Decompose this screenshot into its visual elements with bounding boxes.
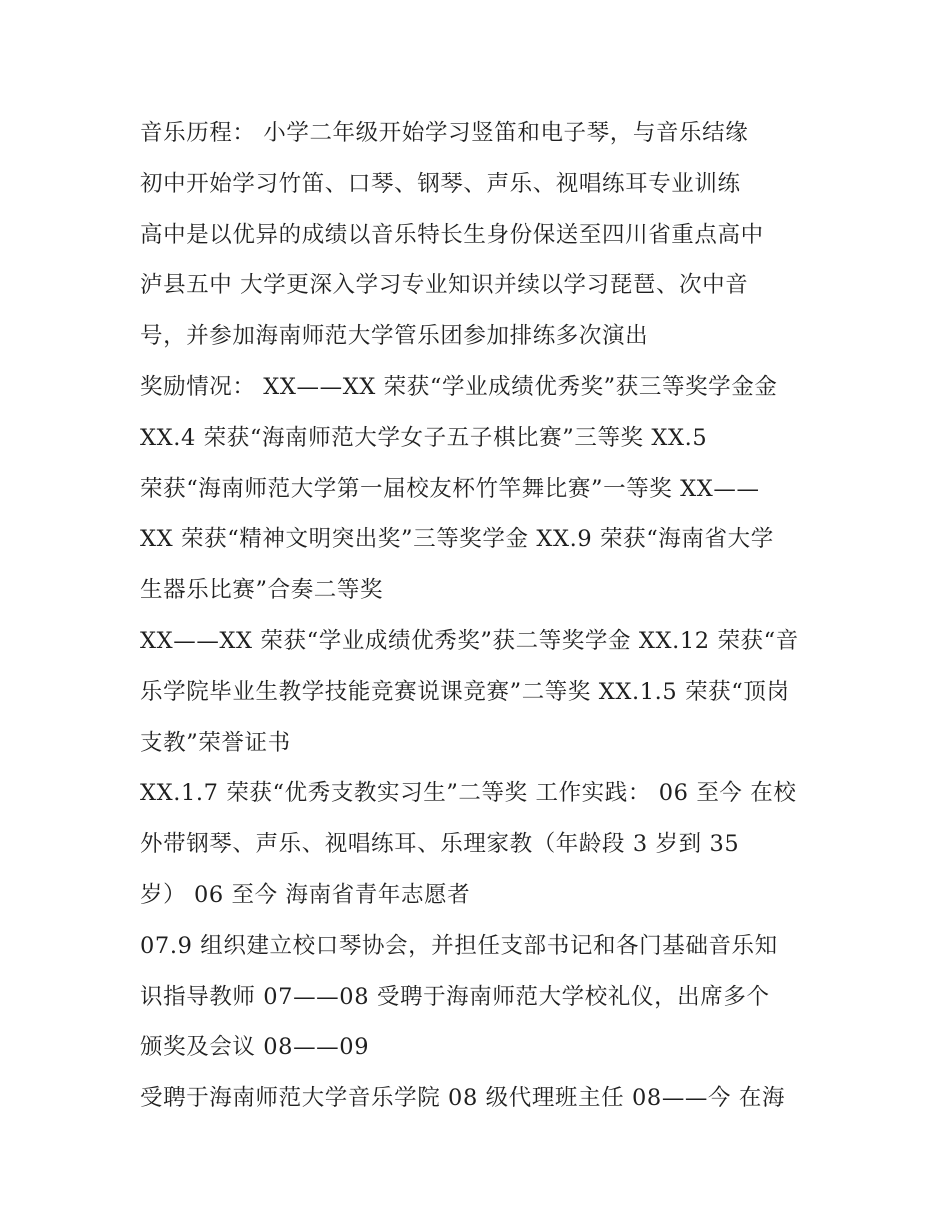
- text-line: 号，并参加海南师范大学管乐团参加排练多次演出: [140, 323, 649, 350]
- text-line: 乐学院毕业生教学技能竞赛说课竞赛”二等奖 XX.1.5 荣获“顶岗: [140, 678, 790, 705]
- text-line: XX 荣获“精神文明突出奖”三等奖学金 XX.9 荣获“海南省大学: [140, 526, 774, 553]
- text-line: 高中是以优异的成绩以音乐特长生身份保送至四川省重点高中: [140, 221, 764, 248]
- text-line: XX.4 荣获“海南师范大学女子五子棋比赛”三等奖 XX.5: [140, 424, 708, 451]
- text-line: 07.9 组织建立校口琴协会，并担任支部书记和各门基础音乐知: [140, 932, 778, 959]
- text-line: XX.1.7 荣获“优秀支教实习生”二等奖 工作实践： 06 至今 在校: [140, 780, 797, 807]
- text-line: 奖励情况： XX——XX 荣获“学业成绩优秀奖”获三等奖学金金: [140, 373, 778, 400]
- text-line: 生器乐比赛”合奏二等奖: [140, 577, 384, 604]
- text-line: 岁） 06 至今 海南省青年志愿者: [140, 881, 471, 908]
- text-line: 外带钢琴、声乐、视唱练耳、乐理家教（年龄段 3 岁到 35: [140, 831, 740, 858]
- text-line: 颁奖及会议 08——09: [140, 1034, 370, 1061]
- body-text: [140, 108, 820, 1124]
- text-line: XX——XX 荣获“学业成绩优秀奖”获二等奖学金 XX.12 荣获“音: [140, 627, 799, 654]
- text-line: 音乐历程： 小学二年级开始学习竖笛和电子琴，与音乐结缘: [140, 120, 749, 146]
- text-line: 受聘于海南师范大学音乐学院 08 级代理班主任 08——今 在海: [140, 1085, 786, 1112]
- text-line: 支教”荣誉证书: [140, 729, 291, 756]
- text-line: 荣获“海南师范大学第一届校友杯竹竿舞比赛”一等奖 XX——: [140, 475, 760, 502]
- text-line: 泸县五中 大学更深入学习专业知识并续以学习琵琶、次中音: [140, 272, 749, 299]
- text-line: 识指导教师 07——08 受聘于海南师范大学校礼仪，出席多个: [140, 983, 770, 1010]
- text-line: 初中开始学习竹笛、口琴、钢琴、声乐、视唱练耳专业训练: [140, 170, 741, 197]
